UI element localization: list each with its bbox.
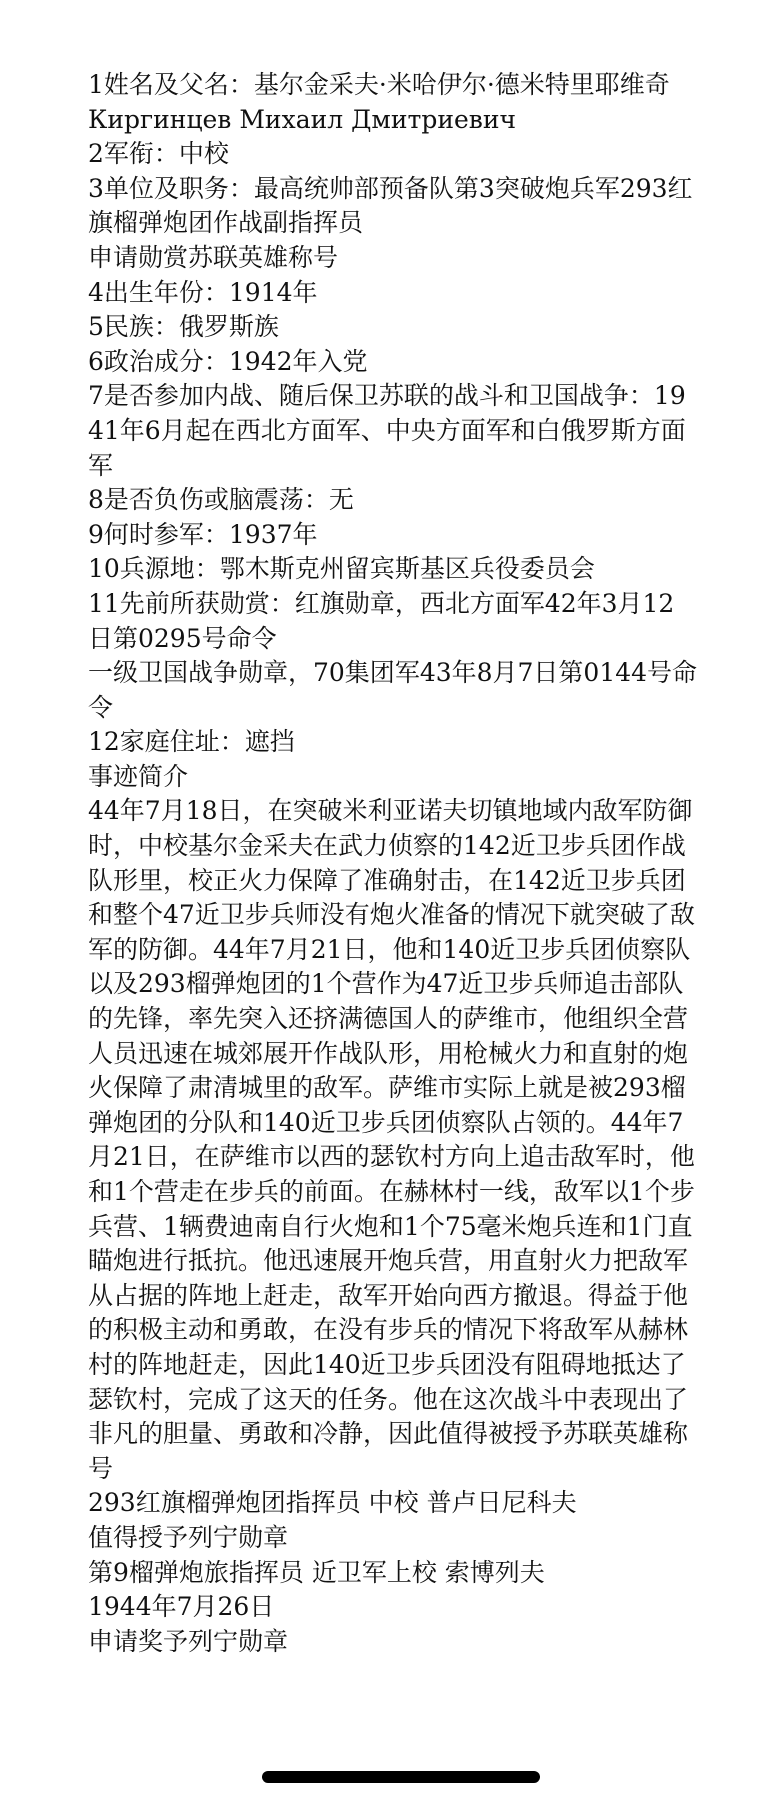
field-unit-position: 3单位及职务：最高统帅部预备队第3突破炮兵军293红旗榴弹炮团作战副指挥员 [88,173,693,238]
section-heading-deeds: 事迹简介 [88,761,189,791]
award-request: 申请勋赏苏联英雄称号 [88,242,339,272]
field-party: 6政治成分：1942年入党 [88,346,368,376]
field-ethnicity: 5民族：俄罗斯族 [88,312,279,342]
field-war-service: 7是否参加内战、随后保卫苏联的战斗和卫国战争：1941年6月起在西北方面军、中央方面军和白俄罗斯方面军 [88,381,686,480]
field-wounds: 8是否负伤或脑震荡：无 [88,485,354,515]
field-previous-awards: 11先前所获勋赏：红旗勋章，西北方面军42年3月12日第0295号命令 [88,588,675,653]
field-previous-awards-2: 一级卫国战争勋章，70集团军43年8月7日第0144号命令 [88,658,698,722]
field-enlistment: 9何时参军：1937年 [88,519,318,549]
signatory-regiment-commander: 293红旗榴弹炮团指挥员 中校 普卢日尼科夫 [88,1488,577,1518]
field-address: 12家庭住址：遮挡 [88,727,295,757]
final-award-request: 申请奖予列宁勋章 [88,1626,289,1656]
document-date: 1944年7月26日 [88,1592,275,1622]
field-recruitment-office: 10兵源地：鄂木斯克州留宾斯基区兵役委员会 [88,554,595,584]
signatory-brigade-commander: 第9榴弹炮旅指挥员 近卫军上校 索博列夫 [88,1557,545,1587]
field-name: 1姓名及父名：基尔金采夫·米哈伊尔·德米特里耶维奇 [88,70,670,99]
field-name-russian: Киргинцев Михаил Дмитриевич [88,104,517,134]
endorsement-lenin-order: 值得授予列宁勋章 [88,1522,289,1552]
document-text [88,68,698,1659]
home-indicator-bar[interactable] [262,1771,540,1783]
deeds-paragraph: 44年7月18日，在突破米利亚诺夫切镇地域内敌军防御时，中校基尔金采夫在武力侦察的142近卫步兵团作战队形里，校正火力保障了准确射击，在142近卫步兵团和整个47近卫步兵师没有炮火准备的情况下就突破了敌军的防御。44年7月21日，他和140近卫步兵团侦察队以及293榴弹炮团的1个营作为47近卫步兵师追击部队的先锋，率先突入还挤满德国人的萨维市，他组织全营人员迅速在城郊展开作战队形，用枪械火力和直射的炮火保障了肃清城里的敌军。萨维市实际上就是被293榴弹炮团的分队和140近卫步兵团侦察队占领的。44年7月21日，在萨维市以西的瑟钦村方向上追击敌军时，他和1个营走在步兵的前面。在赫林村一线，敌军以1个步兵营、1辆费迪南自行火炮和1个75毫米炮兵连和1门直瞄炮进行抵抗。他迅速展开炮兵营，用直射火力把敌军从占据的阵地上赶走，敌军开始向西方撤退。得益于他的积极主动和勇敢，在没有步兵的情况下将敌军从赫林村的阵地赶走，因此140近卫步兵团没有阻碍地抵达了瑟钦村，完成了这天的任务。他在这次战斗中表现出了非凡的胆量、勇敢和冷静，因此值得被授予苏联英雄称号 [88,796,695,1483]
field-birth-year: 4出生年份：1914年 [88,277,318,307]
field-rank: 2军衔：中校 [88,139,229,169]
